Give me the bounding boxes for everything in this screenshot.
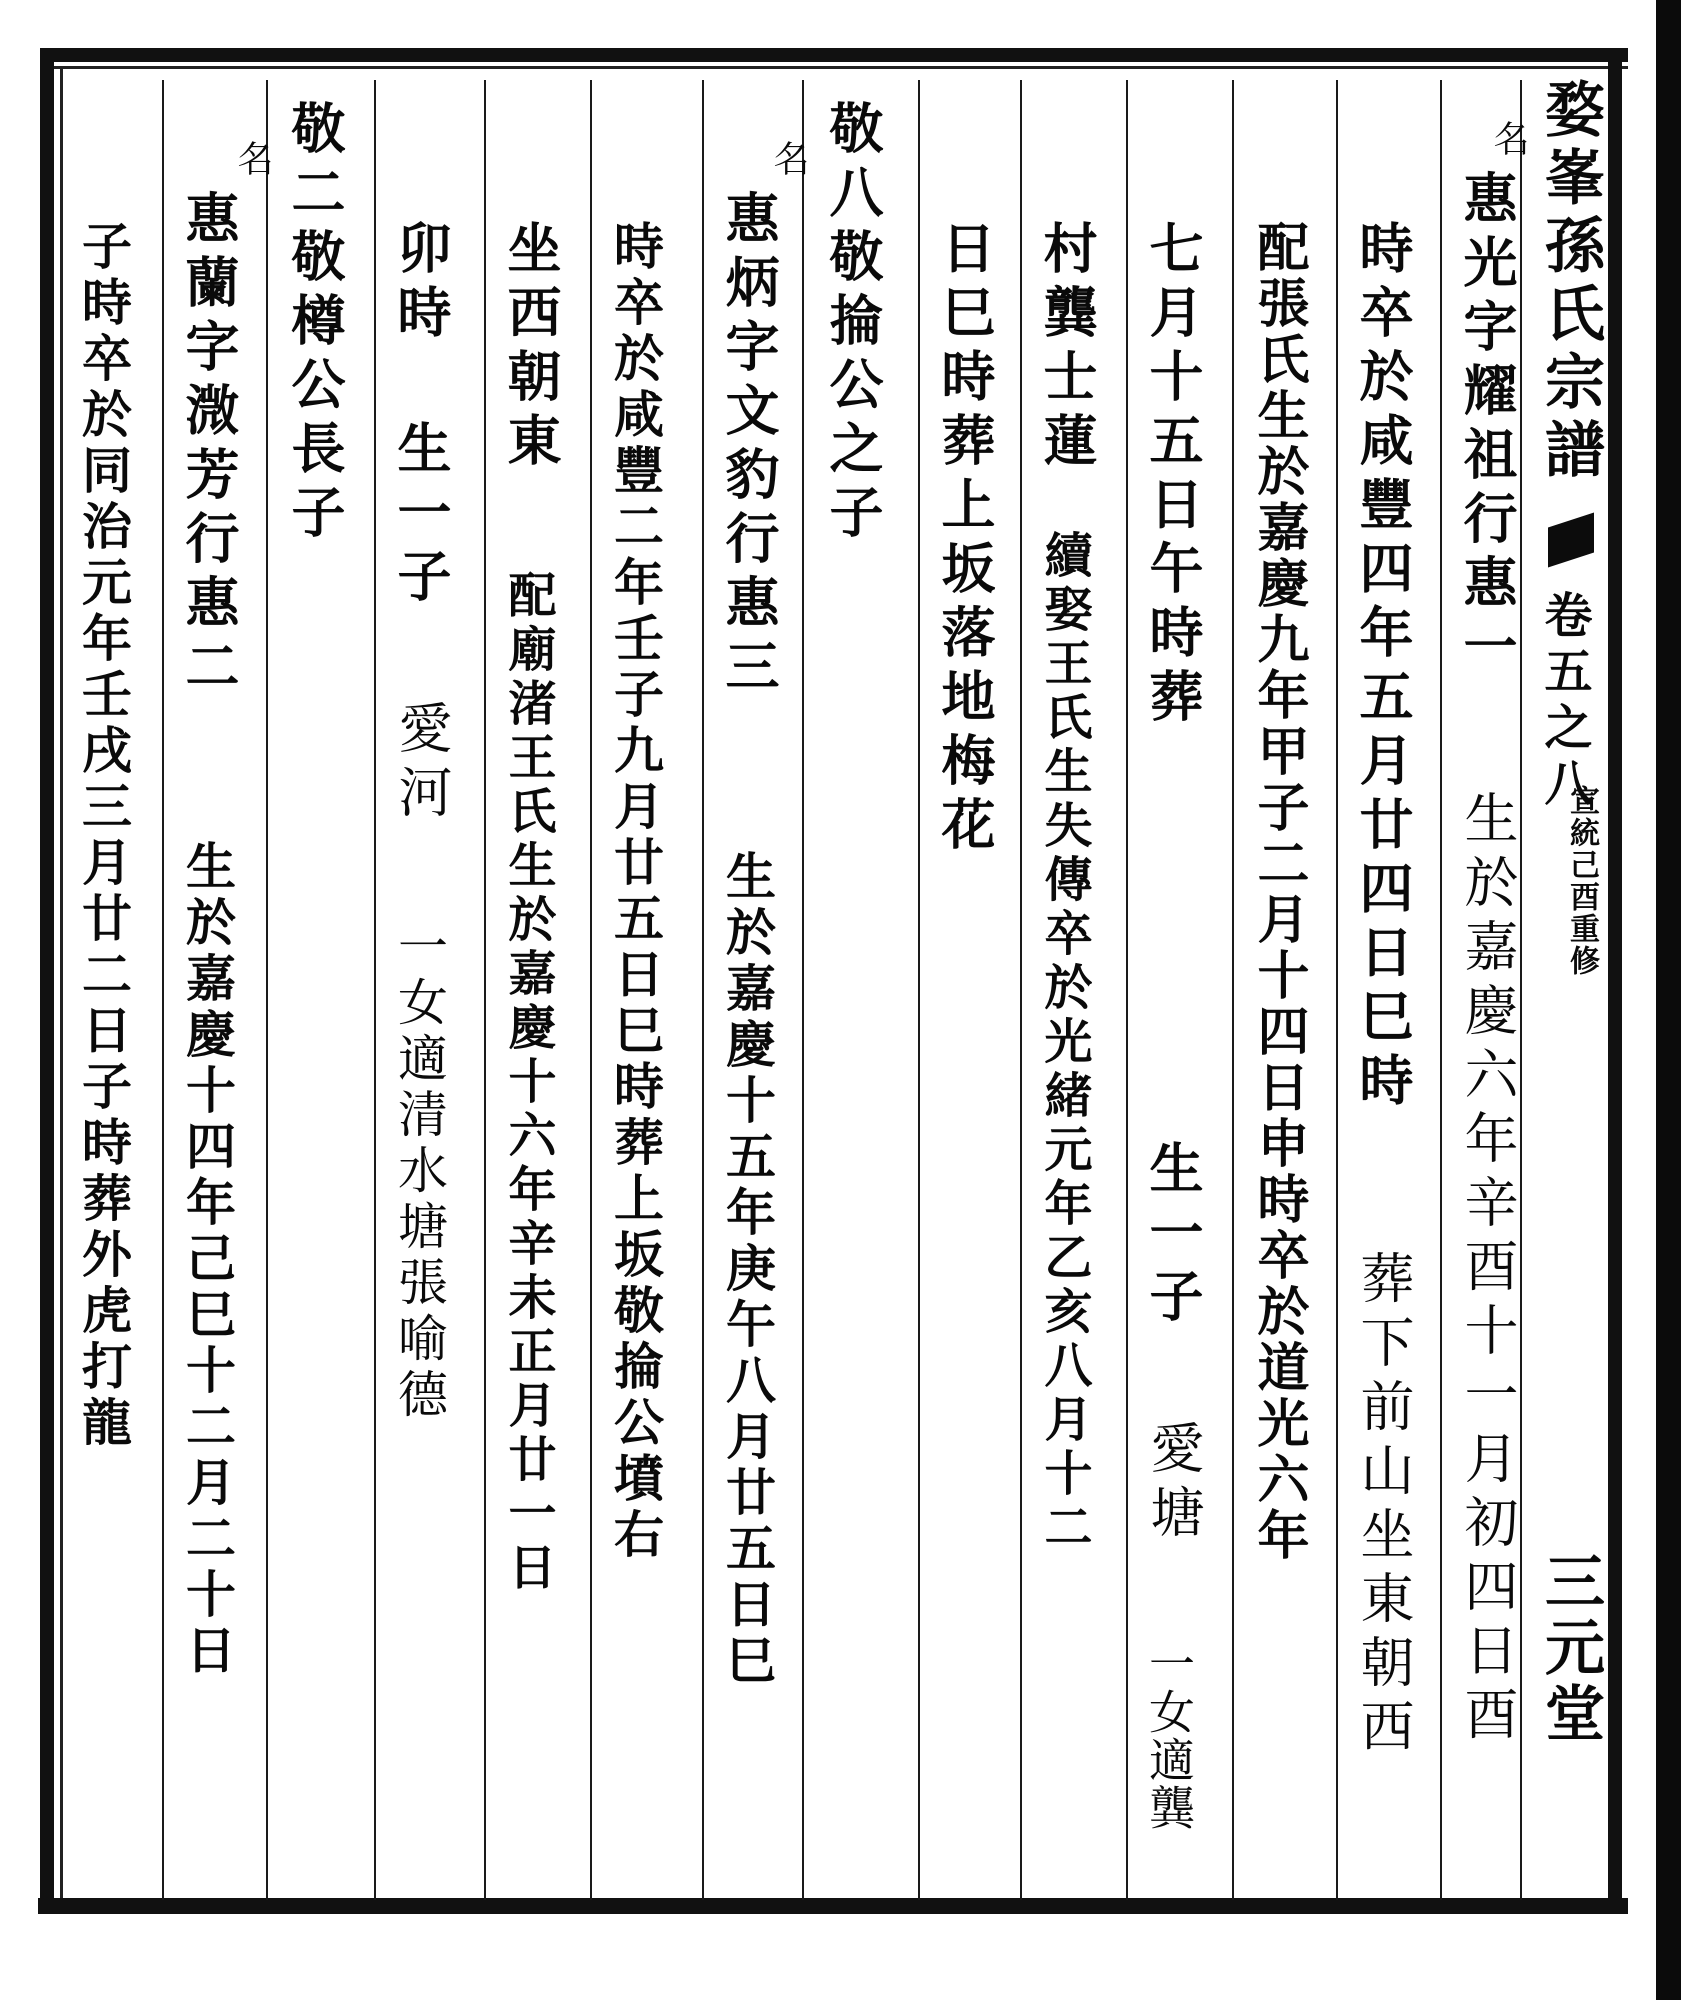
entry-text: 七月十五日午時葬 [1141, 220, 1205, 732]
column-rule [1232, 80, 1234, 1900]
entry-text: 時卒於咸豐四年五月廿四日巳時 [1351, 220, 1415, 1116]
column-rule [1336, 80, 1338, 1900]
page-frame-top-inner [48, 66, 1628, 69]
entry-text: 惠炳字文豹行惠三 [717, 190, 781, 702]
entry-text: 愛塘 [1142, 1420, 1205, 1548]
entry-text: 生於嘉慶六年辛酉十一月初四日酉 [1456, 790, 1519, 1750]
column-rule [162, 80, 164, 1900]
column-rule [1126, 80, 1128, 1900]
column-rule [266, 80, 268, 1900]
name-label: 名 [232, 140, 273, 180]
column-rule [918, 80, 920, 1900]
entry-text: 惠光字耀祖行惠一 [1455, 170, 1519, 682]
entry-text: 續娶王氏生失傳卒於光緒元年乙亥八月十二 [1036, 530, 1092, 1556]
lineage-heading: 敬二敬樽公長子 [283, 100, 347, 548]
entry-text: 日巳時葬上坂落地梅花 [933, 220, 997, 860]
entry-text: 子時卒於同治元年壬戌三月廿二日子時葬外虎打龍 [74, 220, 133, 1452]
edition-note: 宣統己酉重修 [1564, 785, 1599, 977]
entry-text: 一女適清水塘張喻德 [390, 920, 448, 1424]
hall-name: 三元堂 [1535, 1550, 1605, 1748]
entry-text: 一女適龔 [1142, 1640, 1196, 1832]
column-rule [1440, 80, 1442, 1900]
entry-text: 卯時 [389, 220, 453, 348]
entry-text: 惠蘭字溦芳行惠二 [177, 190, 241, 702]
entry-text: 時卒於咸豐二年壬子九月廿五日巳時葬上坂敬掄公墳右 [606, 220, 665, 1564]
entry-text: 生一子 [1141, 1140, 1205, 1332]
column-rule [374, 80, 376, 1900]
column-rule [590, 80, 592, 1900]
lineage-heading: 敬八敬掄公之子 [821, 100, 885, 548]
page-edge-shadow [1656, 0, 1681, 2000]
volume-number: 卷五之八 [1536, 590, 1592, 814]
page-frame-right [1608, 48, 1622, 1914]
column-rule [1520, 80, 1522, 1900]
page-frame-left-inner [60, 66, 63, 1898]
column-rule [702, 80, 704, 1900]
name-label: 名 [768, 140, 809, 180]
entry-text: 生一子 [389, 420, 453, 612]
entry-text: 配廟渚王氏生於嘉慶十六年辛未正月廿一日 [500, 570, 556, 1596]
column-rule [802, 80, 804, 1900]
entry-text: 生於嘉慶十四年己巳十二月二十日 [178, 840, 237, 1680]
volume-marker [1548, 513, 1594, 568]
entry-text: 配張氏生於嘉慶九年甲子二月十四日申時卒於道光六年 [1248, 220, 1309, 1564]
column-rule [484, 80, 486, 1900]
entry-text: 葬下前山坐東朝西 [1352, 1250, 1415, 1762]
entry-text: 生於嘉慶十五年庚午八月廿五日巳 [718, 850, 777, 1690]
column-rule [1020, 80, 1022, 1900]
entry-text: 村龔士蓮 [1035, 220, 1099, 476]
page-frame-left [40, 48, 54, 1914]
name-label: 名 [1488, 120, 1529, 160]
entry-text: 坐西朝東 [499, 220, 563, 476]
genealogy-title: 婺峯孫氏宗譜 [1535, 78, 1605, 486]
page-frame-top [48, 48, 1628, 62]
page-frame-bottom [38, 1898, 1628, 1914]
entry-text: 愛河 [390, 700, 453, 828]
